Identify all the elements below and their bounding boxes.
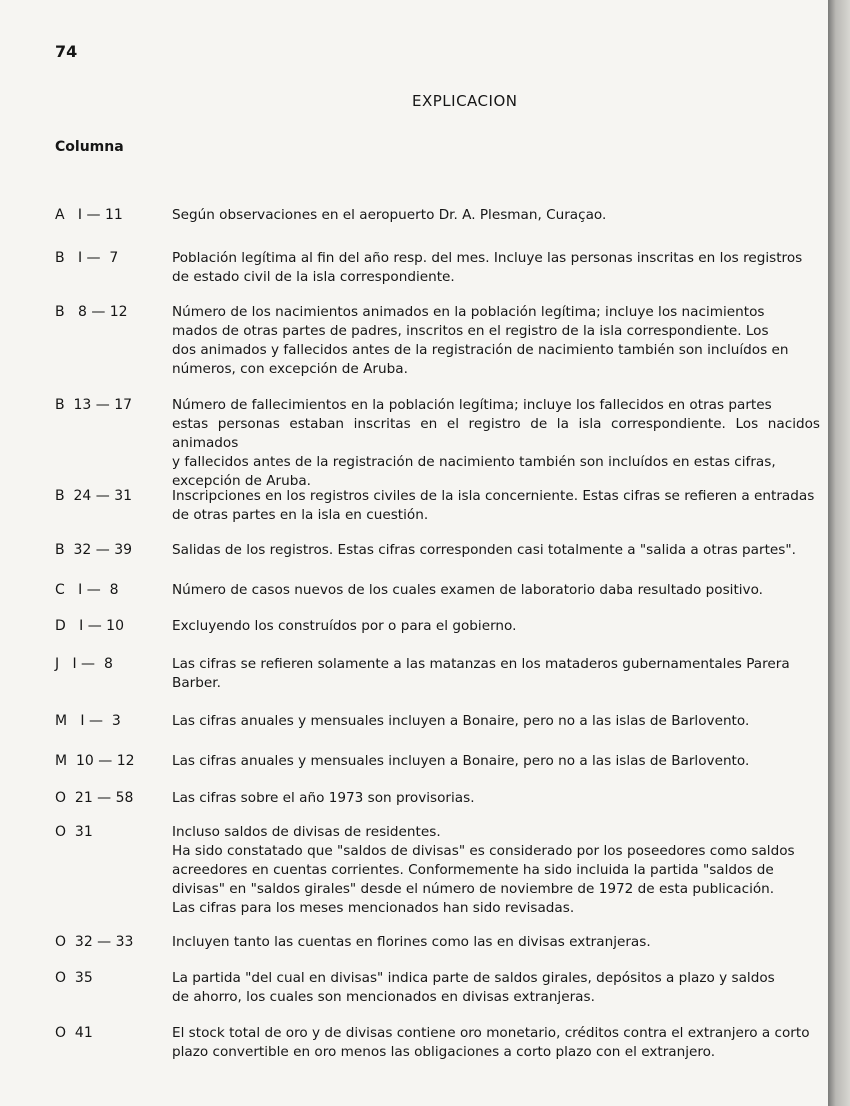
entry-code: B 32 — 39	[55, 542, 133, 558]
page-number: 74	[55, 42, 78, 61]
entry-text: Salidas de los registros. Estas cifras corresponden casi totalmente a "salida a otras partes".	[172, 542, 796, 558]
entry-text: Las cifras anuales y mensuales incluyen a Bonaire, pero no a las islas de Barlovento.	[172, 713, 750, 729]
entry-code: M I — 3	[55, 713, 121, 729]
entry-text: Número de casos nuevos de los cuales examen de laboratorio daba resultado positivo.	[172, 582, 763, 598]
entry-text: Excluyendo los construídos por o para el gobierno.	[172, 618, 517, 634]
entry-code: O 21 — 58	[55, 790, 134, 806]
entry-code: D I — 10	[55, 618, 124, 634]
entry-code: B 8 — 12	[55, 304, 128, 320]
page-edge	[828, 0, 850, 1106]
entry-text: Población legítima al fin del año resp. del mes. Incluye las personas inscritas en los registros de estado civil de la isla correspondiente.	[172, 250, 803, 285]
entry-text: Las cifras anuales y mensuales incluyen a Bonaire, pero no a las islas de Barlovento.	[172, 753, 750, 769]
entry-code: B I — 7	[55, 250, 119, 266]
page-title: EXPLICACION	[412, 92, 518, 110]
entry-code: O 31	[55, 824, 93, 840]
entry-code: J I — 8	[55, 656, 113, 672]
column-header: Columna	[55, 139, 124, 155]
entry-text: Número de los nacimientos animados en la población legítima; incluye los nacimientos mados de otras partes de padres, inscritos en el registro de la isla correspondiente. Los dos animados y fallecidos antes de la registración de nacimiento también son incluídos en números, con excepción de Aruba.	[172, 304, 789, 377]
entry-text: Incluyen tanto las cuentas en florines como las en divisas extranjeras.	[172, 934, 651, 950]
entry-code: M 10 — 12	[55, 753, 135, 769]
entry-text: La partida "del cual en divisas" indica parte de saldos girales, depósitos a plazo y saldos de ahorro, los cuales son mencionados en divisas extranjeras.	[172, 970, 775, 1005]
entry-text: El stock total de oro y de divisas contiene oro monetario, créditos contra el extranjero a corto plazo convertible en oro menos las obligaciones a corto plazo con el extranjero.	[172, 1025, 810, 1060]
entry-code: B 13 — 17	[55, 397, 133, 413]
entry-code: O 32 — 33	[55, 934, 134, 950]
entry-code: B 24 — 31	[55, 488, 133, 504]
entry-text: Según observaciones en el aeropuerto Dr. A. Plesman, Curaçao.	[172, 207, 607, 223]
entry-text: Número de fallecimientos en la población legítima; incluye los fallecidos en otras partes estas personas estaban inscritas en el registro de la isla correspondiente. Los nacidos animados y fallecidos antes de la registración de nacimiento también son incluídos en estas cifras, excepción de Aruba.	[172, 397, 820, 489]
entry-text: Incluso saldos de divisas de residentes. Ha sido constatado que "saldos de divisas" es considerado por los poseedores como saldos acreedores en cuentas corrientes. Conformemente ha sido incluida la partida "saldos de divisas" en "saldos girales" desde el número de noviembre de 1972 de esta publicación. Las cifras para los meses mencionados han sido revisadas.	[172, 824, 795, 916]
entry-code: O 41	[55, 1025, 93, 1041]
entry-code: A I — 11	[55, 207, 123, 223]
entry-text: Las cifras se refieren solamente a las matanzas en los mataderos gubernamentales Parera Barber.	[172, 656, 790, 691]
entry-code: O 35	[55, 970, 93, 986]
entry-code: C I — 8	[55, 582, 119, 598]
entry-text: Inscripciones en los registros civiles de la isla concerniente. Estas cifras se refieren a entradas de otras partes en la isla en cuestión.	[172, 488, 815, 523]
entry-text: Las cifras sobre el año 1973 son provisorias.	[172, 790, 475, 806]
